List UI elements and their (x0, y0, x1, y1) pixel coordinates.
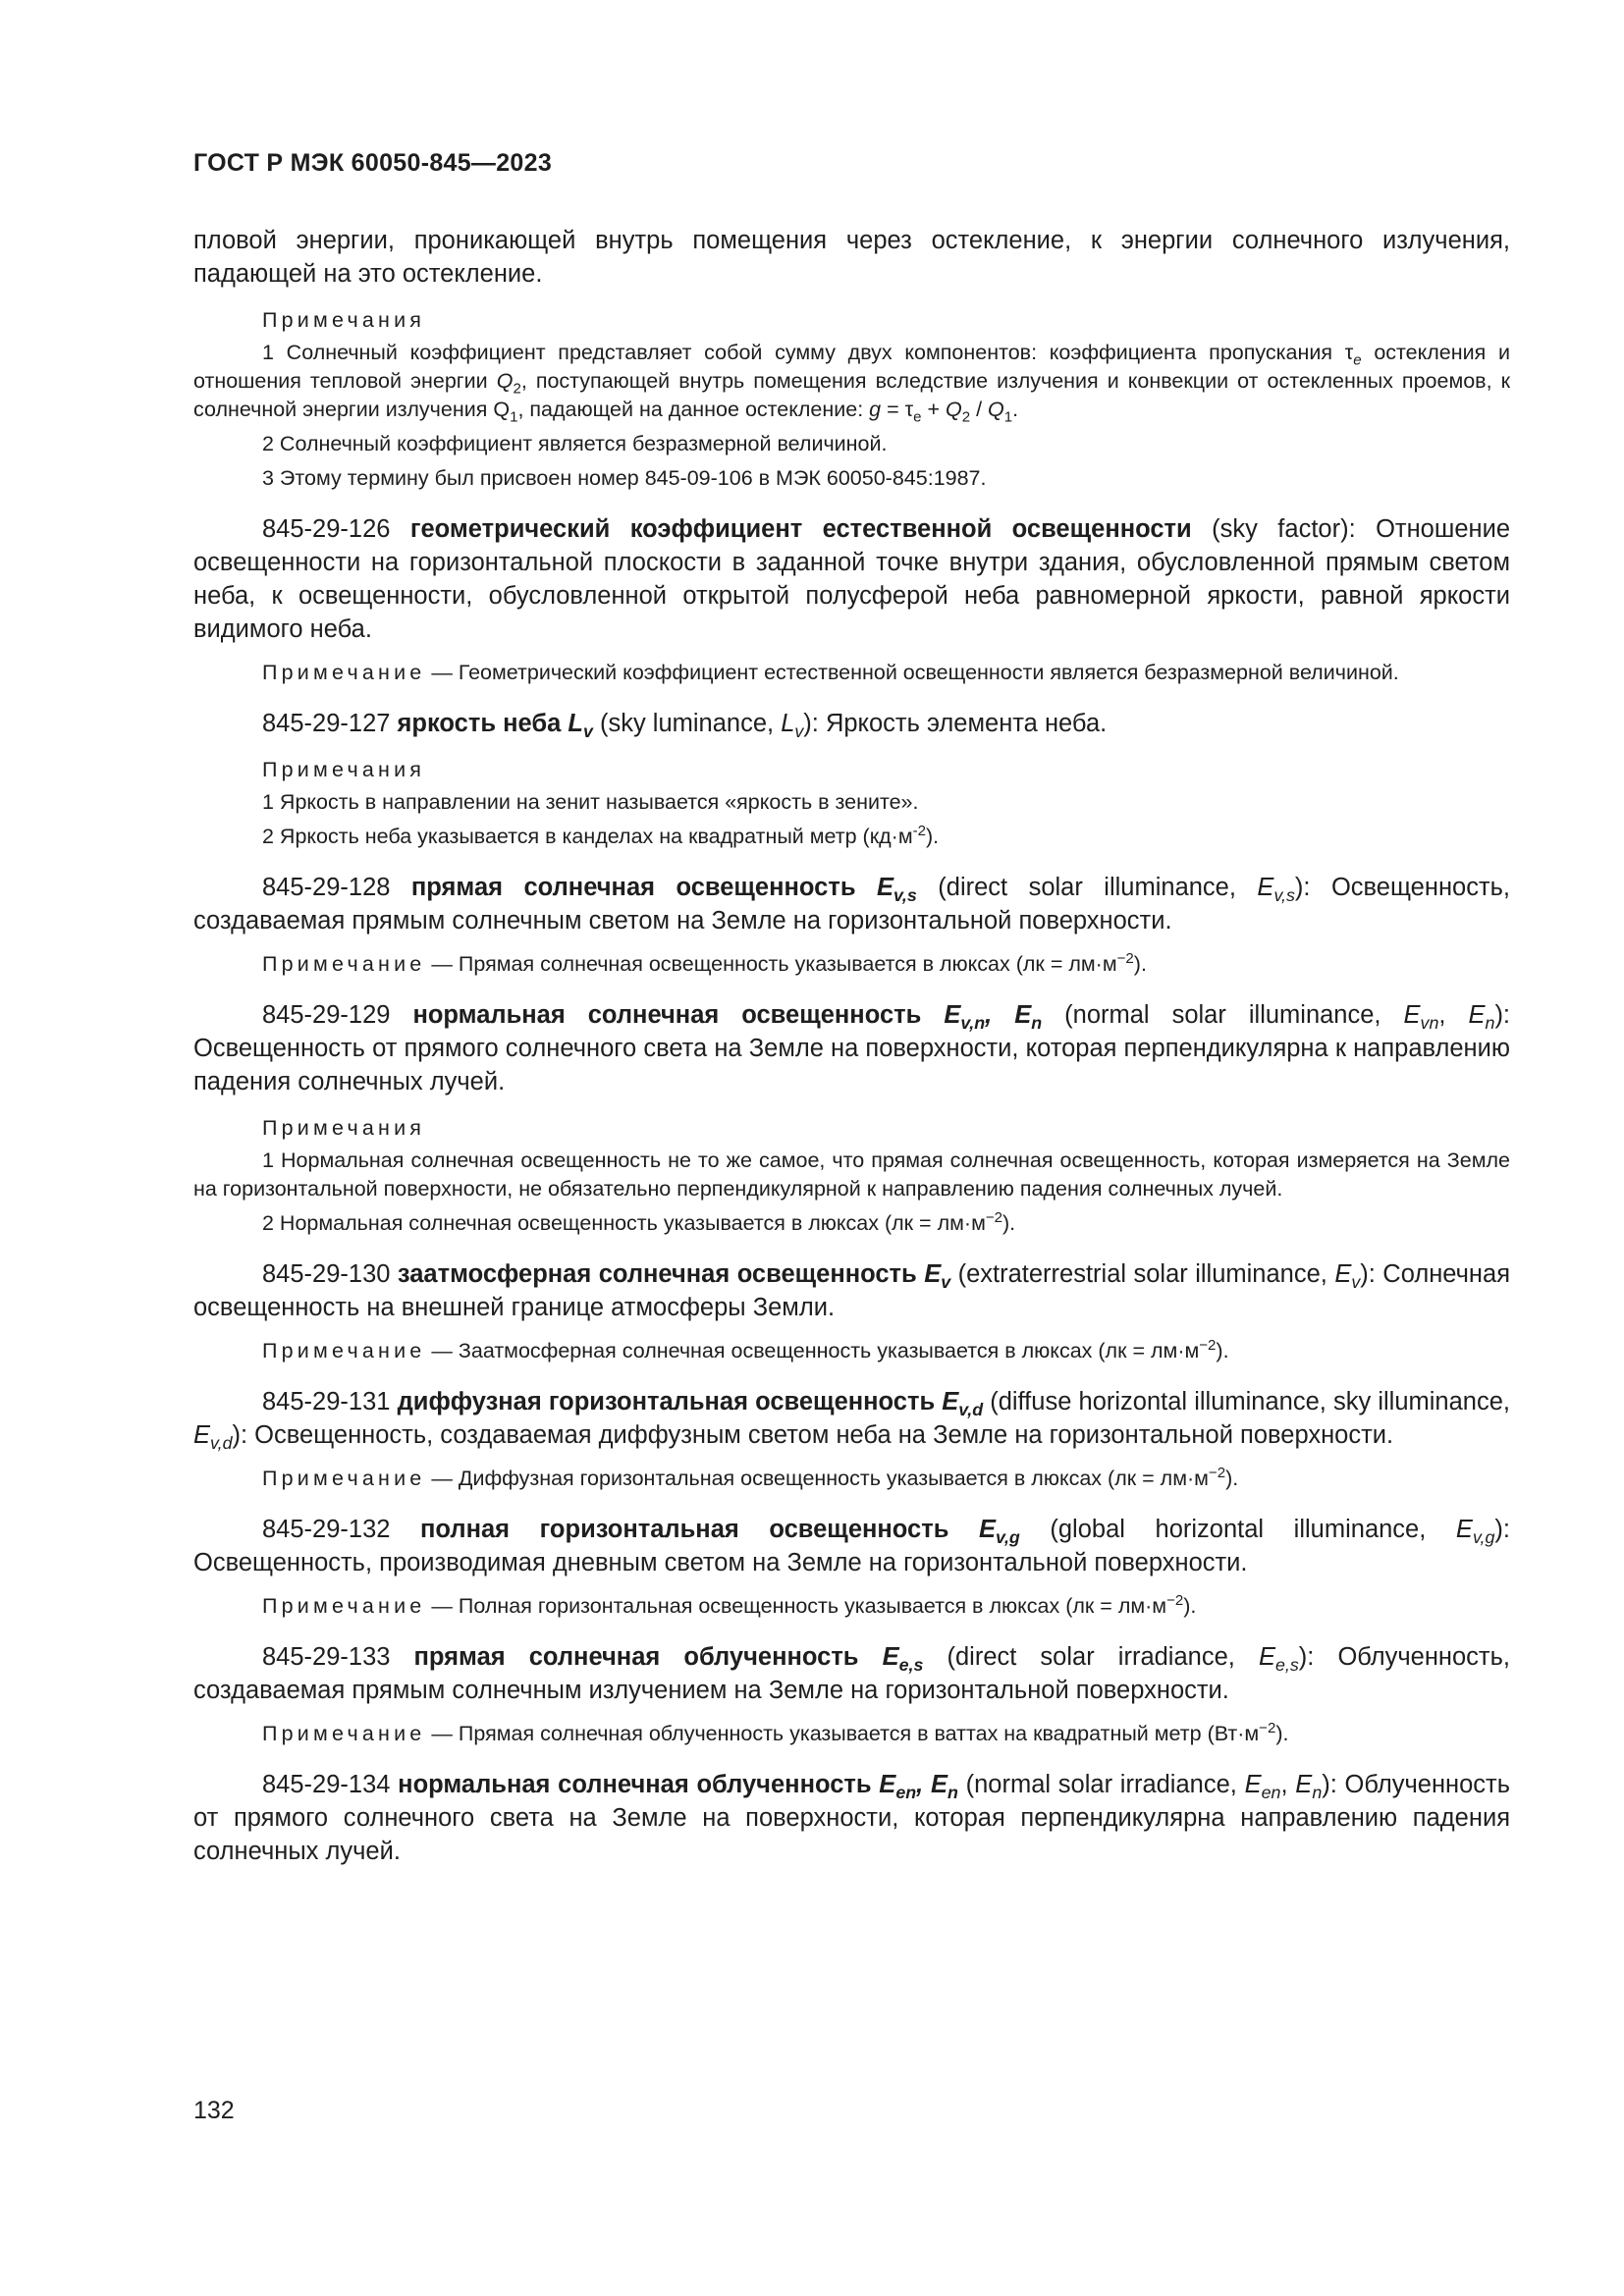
note-item: 2 Нормальная солнечная освещенность указывается в люксах $(лк = лм\cdot м^{-2})$. (262, 1208, 1016, 1235)
note-item: 1 Яркость в направлении на зенит называется «яркость в зените». (262, 790, 919, 814)
term-entry-127: 845-29-127 яркость неба $L_v$ (sky luminance, $L_v$): Яркость элемента неба. (262, 710, 1108, 742)
note-label: Примечание (262, 952, 426, 976)
term-entry-128: 845-29-128 прямая солнечная освещенность $E_{v,s}$ (direct solar illuminance, $E_{v,s}$): Освещенность, создаваемая прямым солнечным светом на Земле на горизонтальной поверхности. (193, 874, 1511, 934)
document-body (193, 224, 1510, 1868)
term-entry-134: 845-29-134 нормальная солнечная облученность $E_{en}$, $E_n$ (normal solar irradiance, $E_{en}$, $E_n$): Облученность от прямого солнечного света на Земле на поверхности, которая перпендикулярна направлению падения солнечных лучей. (193, 1771, 1511, 1865)
notes-label: Примечания (262, 308, 426, 332)
note-item: Примечание — Заатмосферная солнечная освещенность указывается в люксах $(лк = лм\cdot м^{-2})$. (262, 1336, 1229, 1362)
note-label: Примечание (262, 661, 426, 684)
note-item: 2 Солнечный коэффициент является безразмерной величиной. (262, 432, 888, 455)
note-item: Примечание — Полная горизонтальная освещенность указывается в люксах $(лк = лм\cdot м^{-2})$. (262, 1591, 1197, 1618)
note-item: Примечание — Прямая солнечная облученность указывается в ваттах на квадратный метр $(Вт\cdot м^{-2})$. (262, 1719, 1289, 1745)
note-item: 1 Нормальная солнечная освещенность не то же самое, что прямая солнечная освещенность, которая измеряется на Земле на горизонтальной поверхности, не обязательно перпендикулярной к направлению падения солнечных лучей. (193, 1148, 1510, 1201)
note-label: Примечание (262, 1339, 426, 1362)
document-header: ГОСТ Р МЭК 60050-845—2023 (193, 149, 553, 177)
term-entry-132: 845-29-132 полная горизонтальная освещенность $E_{v,g}$ (global horizontal illuminance, $E_{v,g}$): Освещенность, производимая дневным светом на Земле на горизонтальной поверхности. (193, 1516, 1510, 1576)
term-entry-133: 845-29-133 прямая солнечная облученность $E_{e,s}$ (direct solar irradiance, $E_{e,s}$): Облученность, создаваемая прямым солнечным излучением на Земле на горизонтальной поверхности. (193, 1643, 1510, 1704)
note-label: Примечание (262, 1722, 426, 1745)
note-item: Примечание — Диффузная горизонтальная освещенность указывается в люксах $(лк = лм\cdot м^{-2})$. (262, 1464, 1239, 1490)
term-entry-131: 845-29-131 диффузная горизонтальная освещенность $E_{v,d}$ (diffuse horizontal illuminance, sky illuminance, $E_{v,d}$): Освещенность, создаваемая диффузным светом неба на Земле на горизонтальной поверхности. (193, 1388, 1510, 1454)
notes-label: Примечания (262, 1116, 426, 1140)
note-item: Примечание — Прямая солнечная освещенность указывается в люксах $(лк = лм\cdot м^{-2})$. (262, 949, 1147, 976)
note-item: 1 Солнечный коэффициент представляет собой сумму двух компонентов: коэффициента пропускания $\tau_e$ остекления и отношения тепловой энергии $Q_2$, поступающей внутрь помещения вследствие излучения и конвекции от остекленных проемов, к солнечной энергии излучения $Q_1$, падающей на данное остекление: $g = \tau_e + Q_2 / Q_1$. (193, 341, 1511, 426)
page-number: 132 (193, 2097, 235, 2124)
note-item: 2 Яркость неба указывается в канделах на квадратный метр $(кд\cdot м^{-2})$. (262, 822, 940, 848)
note-label: Примечание (262, 1594, 426, 1618)
term-entry-130: 845-29-130 заатмосферная солнечная освещенность $E_v$ (extraterrestrial solar illuminance, $E_v$): Солнечная освещенность на внешней границе атмосферы Земли. (193, 1260, 1511, 1321)
note-item: 3 Этому термину был присвоен номер 845-09-106 в МЭК 60050-845:1987. (262, 466, 987, 490)
term-entry-129: 845-29-129 нормальная солнечная освещенность $E_{v,n}$, $E_n$ (normal solar illuminance, $E_{vn}$, $E_n$): Освещенность от прямого солнечного света на Земле на поверхности, которая перпендикулярна к направлению падения солнечных лучей. (193, 1001, 1511, 1095)
notes-label: Примечания (262, 758, 426, 781)
note-label: Примечание (262, 1467, 426, 1490)
term-entry-126: 845-29-126 геометрический коэффициент естественной освещенности (sky factor): Отношение освещенности на горизонтальной плоскости в заданной точке внутри здания, обусловленной прямым светом неба, к освещенности, обусловленной открытой полусферой неба равномерной яркости, равной яркости видимого неба. (193, 515, 1511, 643)
intro-paragraph: пловой энергии, проникающей внутрь помещения через остекление, к энергии солнечного излучения, падающей на это остекление. (193, 227, 1510, 288)
note-item: Примечание — Геометрический коэффициент естественной освещенности является безразмерной величиной. (262, 661, 1399, 684)
